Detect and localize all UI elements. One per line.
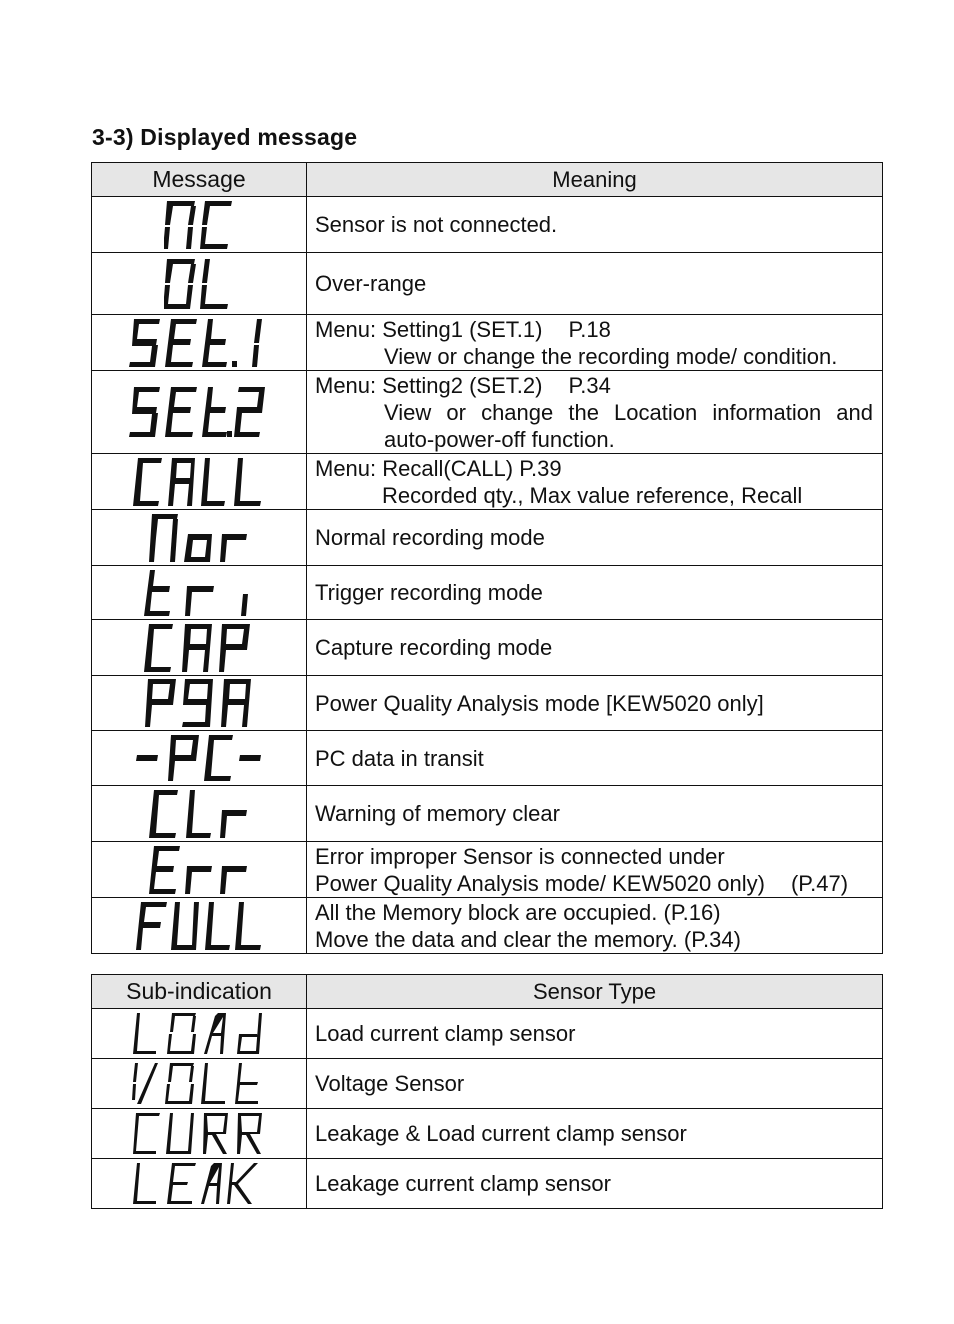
meaning-text: Menu: Recall(CALL) P.39 [315, 455, 562, 481]
meaning-text: Trigger recording mode [315, 580, 543, 605]
meaning-text: Power Quality Analysis mode/ KEW5020 only) [315, 870, 765, 896]
table-row [92, 676, 883, 731]
lcd-glyph-set2 [129, 385, 269, 439]
lcd-message-call [92, 454, 307, 510]
lcd-glyph-pqa [144, 677, 254, 729]
page-reference: (P.47) [790, 870, 849, 896]
sensor-type-text: Leakage current clamp sensor [315, 1171, 611, 1196]
table-row [92, 197, 883, 253]
meaning-text: Normal recording mode [315, 525, 545, 550]
lcd-glyph-full [136, 900, 262, 952]
meaning-text: Capture recording mode [315, 635, 553, 660]
lcd-glyph-nor [149, 512, 249, 564]
lcd-glyph-cap [144, 622, 254, 674]
table-row [92, 510, 883, 566]
meaning-text: Power Quality Analysis mode [KEW5020 only] [315, 690, 764, 716]
table-row [92, 898, 883, 954]
lcd-message-set2 [92, 371, 307, 454]
table-row [92, 315, 883, 371]
column-header-message: Message [92, 163, 307, 197]
lcd-glyph-curr [132, 1112, 266, 1156]
meaning-text: View or change the recording mode/ condition. [384, 343, 838, 369]
sub-indication-table [91, 974, 883, 1209]
meaning-text: Error improper Sensor is connected under [315, 843, 725, 869]
table-row [92, 454, 883, 510]
table-row [92, 620, 883, 676]
column-header-sub-indication: Sub-indication [92, 975, 307, 1009]
meaning-text: Sensor is not connected. [315, 212, 558, 237]
lcd-message-cap [92, 620, 307, 676]
table-row [92, 842, 883, 898]
displayed-message-table [91, 162, 883, 954]
lcd-glyph-leak [132, 1162, 266, 1206]
lcd-message-ol [92, 253, 307, 315]
meaning-text: PC data in transit [315, 745, 484, 771]
lcd-glyph-clr [149, 788, 249, 840]
table-header-row [92, 163, 883, 197]
lcd-message-err [92, 842, 307, 898]
lcd-sub-indication-curr [92, 1109, 307, 1159]
table-header-row [92, 975, 883, 1009]
sensor-type-text: Voltage Sensor [315, 1071, 465, 1096]
lcd-glyph-pc [136, 733, 262, 783]
lcd-glyph-ol [164, 257, 234, 311]
lcd-message-nor [92, 510, 307, 566]
lcd-glyph-nc [164, 199, 234, 251]
sensor-type-text: Leakage & Load current clamp sensor [315, 1121, 687, 1146]
table-row [92, 731, 883, 786]
lcd-message-pc [92, 731, 307, 786]
meaning-text: View or change the Location information and [384, 399, 873, 425]
table-row [92, 1159, 883, 1209]
lcd-message-set1 [92, 315, 307, 371]
meaning-text: Menu: Setting1 (SET.1) [315, 316, 543, 342]
meaning-text: Menu: Setting2 (SET.2) [315, 372, 543, 398]
lcd-sub-indication-leak [92, 1159, 307, 1209]
table-row [92, 1009, 883, 1059]
meaning-text: auto-power-off function. [384, 426, 615, 452]
column-header-sensor-type: Sensor Type [307, 975, 883, 1009]
lcd-glyph-volt [132, 1062, 266, 1106]
meaning-text: Move the data and clear the memory. (P.34) [315, 926, 741, 952]
lcd-glyph-load [132, 1012, 266, 1056]
page-reference: P.34 [568, 372, 611, 398]
lcd-sub-indication-load [92, 1009, 307, 1059]
table-row [92, 253, 883, 315]
table-row [92, 1109, 883, 1159]
table-row [92, 566, 883, 620]
section-title: 3-3) Displayed message [92, 124, 358, 150]
lcd-message-full [92, 898, 307, 954]
lcd-message-nc [92, 197, 307, 253]
sensor-type-text: Load current clamp sensor [315, 1021, 576, 1046]
table-row [92, 371, 883, 454]
lcd-glyph-call [133, 456, 265, 508]
table-row [92, 786, 883, 842]
meaning-text: Warning of memory clear [315, 801, 560, 826]
column-header-meaning: Meaning [307, 163, 883, 197]
lcd-glyph-err [149, 844, 249, 896]
page-reference: P.18 [568, 316, 611, 342]
meaning-text: Recorded qty., Max value reference, Recall [382, 482, 803, 508]
lcd-sub-indication-volt [92, 1059, 307, 1109]
lcd-glyph-set1 [129, 317, 269, 369]
lcd-glyph-tri [144, 568, 254, 618]
lcd-message-tri [92, 566, 307, 620]
meaning-text: All the Memory block are occupied. (P.16) [315, 899, 721, 925]
lcd-message-pqa [92, 676, 307, 731]
table-row [92, 1059, 883, 1109]
meaning-text: Over-range [315, 271, 427, 296]
lcd-message-clr [92, 786, 307, 842]
